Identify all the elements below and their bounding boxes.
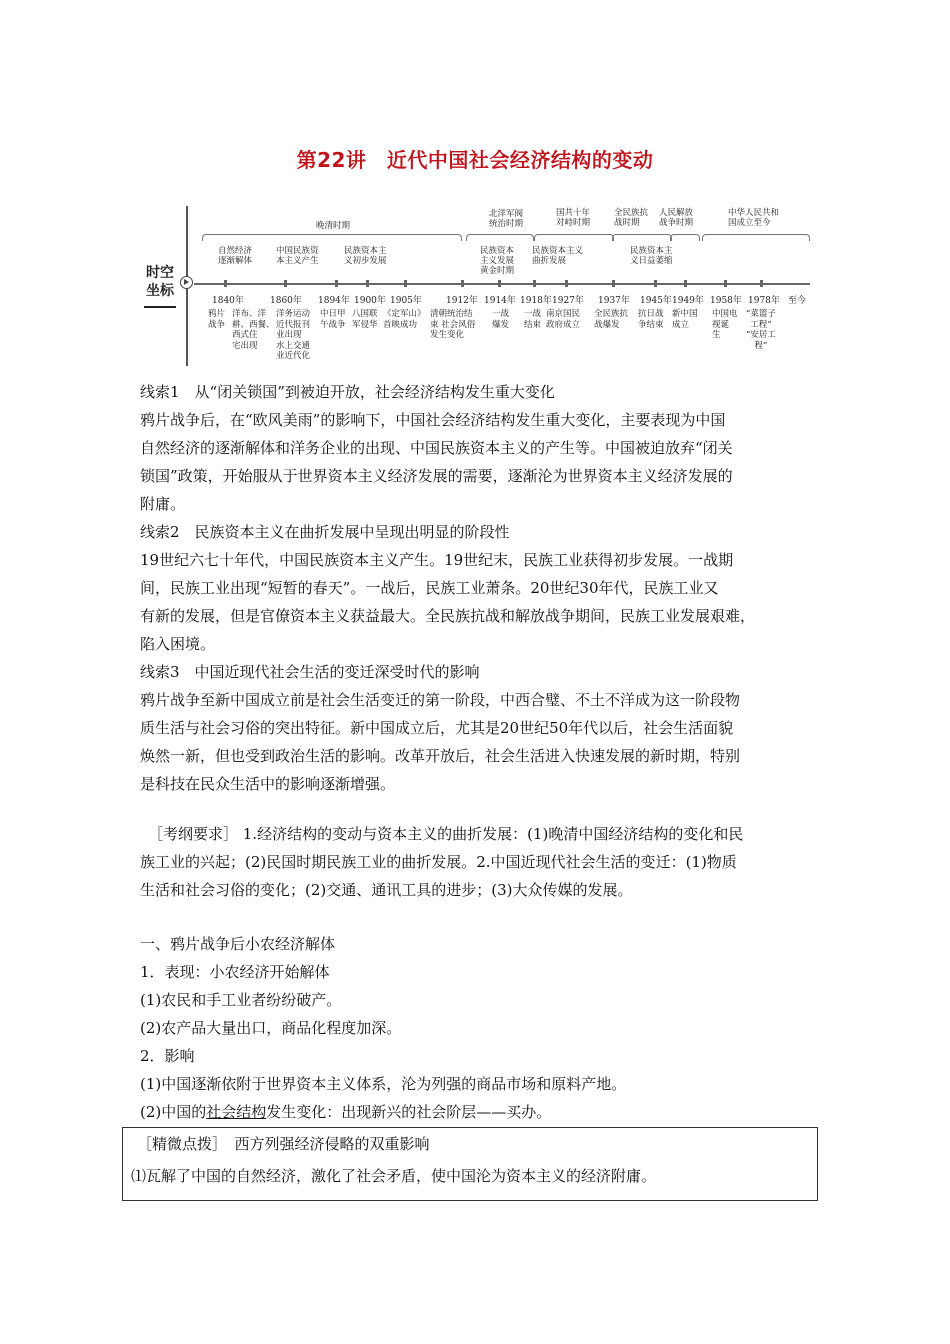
event-label: 全民族抗 战爆发: [594, 309, 629, 330]
year-label: 1894年: [318, 296, 350, 306]
clue-line: 锁国”政策，开始服从于世界资本主义经济发展的需要，逐渐沦为世界资本主义经济发展的: [140, 467, 733, 485]
clue-heading: 线索2 民族资本主义在曲折发展中呈现出明显的阶段性: [140, 523, 510, 541]
clue-heading: 线索1 从“闭关锁国”到被迫开放，社会经济结构发生重大变化: [140, 383, 555, 401]
event-label: 新中国 成立: [672, 309, 698, 330]
period-label: 人民解放 战争时期: [659, 208, 694, 228]
section-item: (1)中国逐渐依附于世界资本主义体系，沦为列强的商品市场和原料产地。: [140, 1075, 627, 1093]
clue-line: 19世纪六七十年代，中国民族资本主义产生。19世纪末，民族工业获得初步发展。一战期: [140, 551, 734, 569]
year-label: 1840年: [212, 296, 244, 306]
event-label: 洋布、洋 耕、西餐、 西式住 宅出现: [232, 309, 275, 351]
stage-label: 自然经济 逐渐解体: [218, 246, 253, 266]
stage-label: 民族资本主义 曲折发展: [532, 246, 584, 266]
year-label: 1905年: [390, 296, 422, 306]
period-brace: [466, 234, 534, 241]
period-label: 中华人民共和 国成立至今: [728, 208, 780, 228]
syllabus-line: ［考纲要求］ 1.经济结构的变动与资本主义的曲折发展：(1)晚清中国经济结构的变化和民: [148, 825, 744, 843]
stage-label: 民族资本主 义日益萎缩: [630, 246, 673, 266]
year-label: 1918年: [520, 296, 552, 306]
clues-section: [140, 378, 820, 798]
section-item: (2)农产品大量出口，商品化程度加深。: [140, 1019, 402, 1037]
timeline-figure: [140, 204, 820, 368]
period-brace: [670, 234, 700, 241]
tip-box: [122, 1127, 818, 1201]
event-label: 一战 爆发: [492, 309, 510, 330]
stage-label: 民族资本主 义初步发展: [344, 246, 387, 266]
clue-line: 鸦片战争后，在“欧风美雨”的影响下，中国社会经济结构发生重大变化，主要表现为中国: [140, 411, 726, 429]
clue-line: 是科技在民众生活中的影响逐渐增强。: [140, 775, 396, 793]
syllabus-line: 族工业的兴起；(2)民国时期民族工业的曲折发展。2.中国近现代社会生活的变迁：(1)物质: [140, 853, 737, 871]
play-icon: [180, 276, 193, 289]
clue-line: 焕然一新，但也受到政治生活的影响。改革开放后，社会生活进入快速发展的新时期，特别: [140, 747, 741, 765]
period-brace: [702, 234, 810, 241]
period-brace: [612, 234, 672, 241]
year-label: 至今: [788, 296, 807, 306]
section-item: (1)农民和手工业者纷纷破产。: [140, 991, 342, 1009]
page-title: 第22讲 近代中国社会经济结构的变动: [296, 148, 654, 172]
year-label: 1912年: [446, 296, 478, 306]
event-label: 中日甲 午战争: [320, 309, 346, 330]
event-label: 南京国民 政府成立: [546, 309, 581, 330]
period-label: 国共十年 对峙时期: [556, 208, 591, 228]
year-label: 1949年: [672, 296, 704, 306]
period-label: 北洋军阀 统治时期: [489, 209, 524, 229]
section-item: 2．影响: [140, 1047, 195, 1065]
event-label: 一战 结束: [524, 309, 542, 330]
clue-line: 间，民族工业出现“短暂的春天”。一战后，民族工业萧条。20世纪30年代，民族工业又: [140, 579, 719, 597]
stage-label: 中国民族资 本主义产生: [276, 246, 319, 266]
event-label: 抗日战 争结束: [638, 309, 664, 330]
year-label: 1937年: [598, 296, 630, 306]
clue-heading: 线索3 中国近现代社会生活的变迁深受时代的影响: [140, 663, 480, 681]
clue-line: 附庸。: [140, 495, 186, 513]
year-label: 1945年: [640, 296, 672, 306]
section-item: 1．表现：小农经济开始解体: [140, 963, 330, 981]
year-label: 1958年: [710, 296, 742, 306]
syllabus-section: [140, 820, 820, 904]
year-label: 1860年: [270, 296, 302, 306]
event-label: 鸦片 战争: [208, 309, 226, 330]
event-label: 清朝统治结 束 社会风俗 发生变化: [430, 309, 476, 340]
syllabus-line: 生活和社会习俗的变化；(2)交通、通讯工具的进步；(3)大众传媒的发展。: [140, 881, 633, 899]
timeline-side-label: 时空 坐标: [146, 265, 174, 299]
section-item: (2)中国的社会结构发生变化：出现新兴的社会阶层——买办。: [140, 1103, 552, 1121]
clue-line: 鸦片战争至新中国成立前是社会生活变迁的第一阶段，中西合璧、不土不洋成为这一阶段物: [140, 691, 741, 709]
clue-line: 质生活与社会习俗的突出特征。新中国成立后，尤其是20世纪50年代以后，社会生活面貌: [140, 719, 734, 737]
period-label: 晚清时期: [316, 221, 351, 231]
period-brace: [534, 234, 614, 241]
tip-box-header: ［精微点拨］ 西方列强经济侵略的双重影响: [137, 1135, 430, 1153]
event-label: “菜篮子 工程” “安居工 程”: [746, 309, 776, 351]
year-label: 1914年: [484, 296, 516, 306]
side-label-underline: [144, 306, 176, 308]
year-label: 1900年: [354, 296, 386, 306]
clue-line: 有新的发展，但是官僚资本主义获益最大。全民族抗战和解放战争期间，民族工业发展艰难，: [140, 607, 756, 625]
clue-line: 自然经济的逐渐解体和洋务企业的出现、中国民族资本主义的产生等。中国被迫放弃“闭关: [140, 439, 733, 457]
clue-line: 陷入困境。: [140, 635, 216, 653]
section-opium-war: [140, 930, 820, 1126]
period-label: 全民族抗 战时期: [614, 208, 649, 228]
event-label: 《定军山》 首映成功: [383, 309, 426, 330]
section-heading: 一、鸦片战争后小农经济解体: [140, 935, 336, 953]
stage-label: 民族资本 主义发展 黄金时期: [480, 246, 515, 276]
year-label: 1927年: [552, 296, 584, 306]
tip-box-row: ⑴瓦解了中国的自然经济，激化了社会矛盾，使中国沦为资本主义的经济附庸。: [131, 1167, 657, 1185]
year-label: 1978年: [748, 296, 780, 306]
event-label: 中国电 视诞 生: [712, 309, 738, 340]
event-label: 八国联 军侵华: [352, 309, 378, 330]
underlined-term: 社会结构: [206, 1103, 267, 1121]
event-label: 洋务运动 近代报刊 业出现 水上交通 业近代化: [276, 309, 311, 361]
period-brace: [202, 234, 462, 241]
